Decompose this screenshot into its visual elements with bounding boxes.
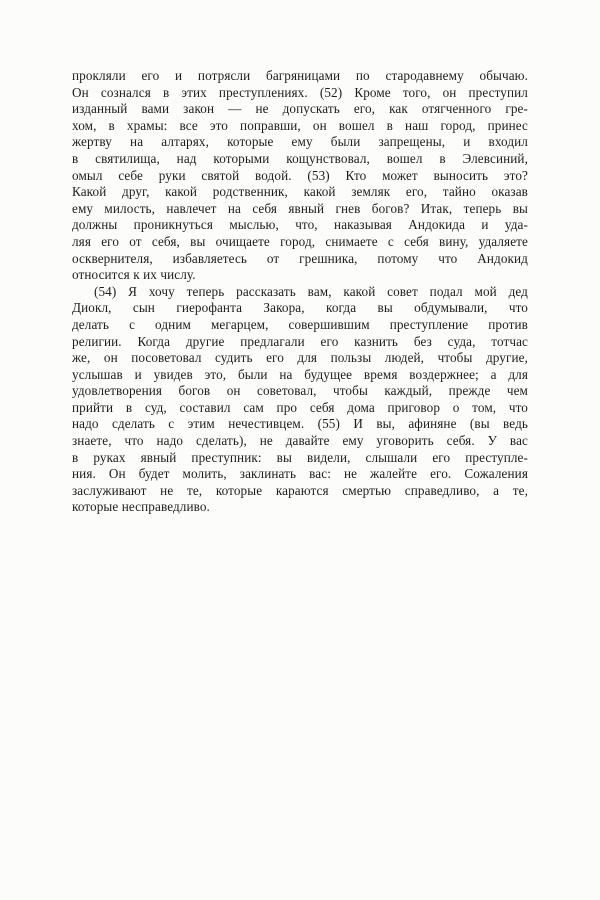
text-line: же, он посоветовал судить его для пользы людей, чтобы другие, xyxy=(72,350,528,366)
text-line: осквернителя, избавляетесь от грешника, потому что Андокид xyxy=(72,250,528,266)
paragraph xyxy=(72,284,528,516)
text-line: прокляли его и потрясли багряницами по стародавнему обычаю. xyxy=(72,68,528,83)
text-line: услышав и увидев это, были на будущее время воздержнее; а для xyxy=(72,366,528,382)
text-line: изданный вами закон — не допускать его, как отягченного гре- xyxy=(72,101,528,117)
text-line: надо сделать с этим нечестивцем. (55) И вы, афиняне (вы ведь xyxy=(72,416,528,432)
text-line: Диокл, сын гиерофанта Закора, когда вы обдумывали, что xyxy=(72,300,528,316)
text-line: Он сознался в этих преступлениях. (52) Кроме того, он преступил xyxy=(72,84,528,100)
text-line: ляя его от себя, вы очищаете город, снимаете с себя вину, удаляете xyxy=(72,233,528,249)
text-line: которые несправедливо. xyxy=(72,499,210,515)
text-line: удовлетворения богов он советовал, чтобы каждый, прежде чем xyxy=(72,383,528,399)
text-line: знаете, что надо сделать), не давайте ему уговорить себя. У вас xyxy=(72,433,528,449)
text-line: относится к их числу. xyxy=(72,267,196,283)
text-line: ему милость, навлечет на себя явный гнев богов? Итак, теперь вы xyxy=(72,200,528,216)
text-line: ния. Он будет молить, заклинать вас: не жалейте его. Сожаления xyxy=(72,466,528,482)
text-line: жертву на алтарях, которые ему были запрещены, и входил xyxy=(72,134,528,150)
text-line: прийти в суд, составил сам про себя дома приговор о том, что xyxy=(72,399,528,415)
text-line: заслуживают не те, которые караются смертью справедливо, а те, xyxy=(72,482,528,498)
text-line: хом, в храмы: все это поправши, он вошел в наш город, принес xyxy=(72,117,528,133)
paragraph xyxy=(72,68,528,284)
text-line: (54) Я хочу теперь рассказать вам, какой совет подал мой дед xyxy=(94,283,528,299)
text-line: религии. Когда другие предлагали его казнить без суда, тотчас xyxy=(72,333,528,349)
text-line: должны проникнуться мыслью, что, наказывая Андокида и уда- xyxy=(72,217,528,233)
text-line: омыл себе руки святой водой. (53) Кто может выносить это? xyxy=(72,167,528,183)
text-line: в святилища, над которыми кощунствовал, вошел в Элевсиний, xyxy=(72,150,528,166)
text-line: в руках явный преступник: вы видели, слышали его преступле- xyxy=(72,449,528,465)
text-line: Какой друг, какой родственник, какой земляк его, тайно оказав xyxy=(72,184,528,200)
text-line: делать с одним мегарцем, совершившим преступление против xyxy=(72,316,528,332)
text-block xyxy=(72,68,528,516)
